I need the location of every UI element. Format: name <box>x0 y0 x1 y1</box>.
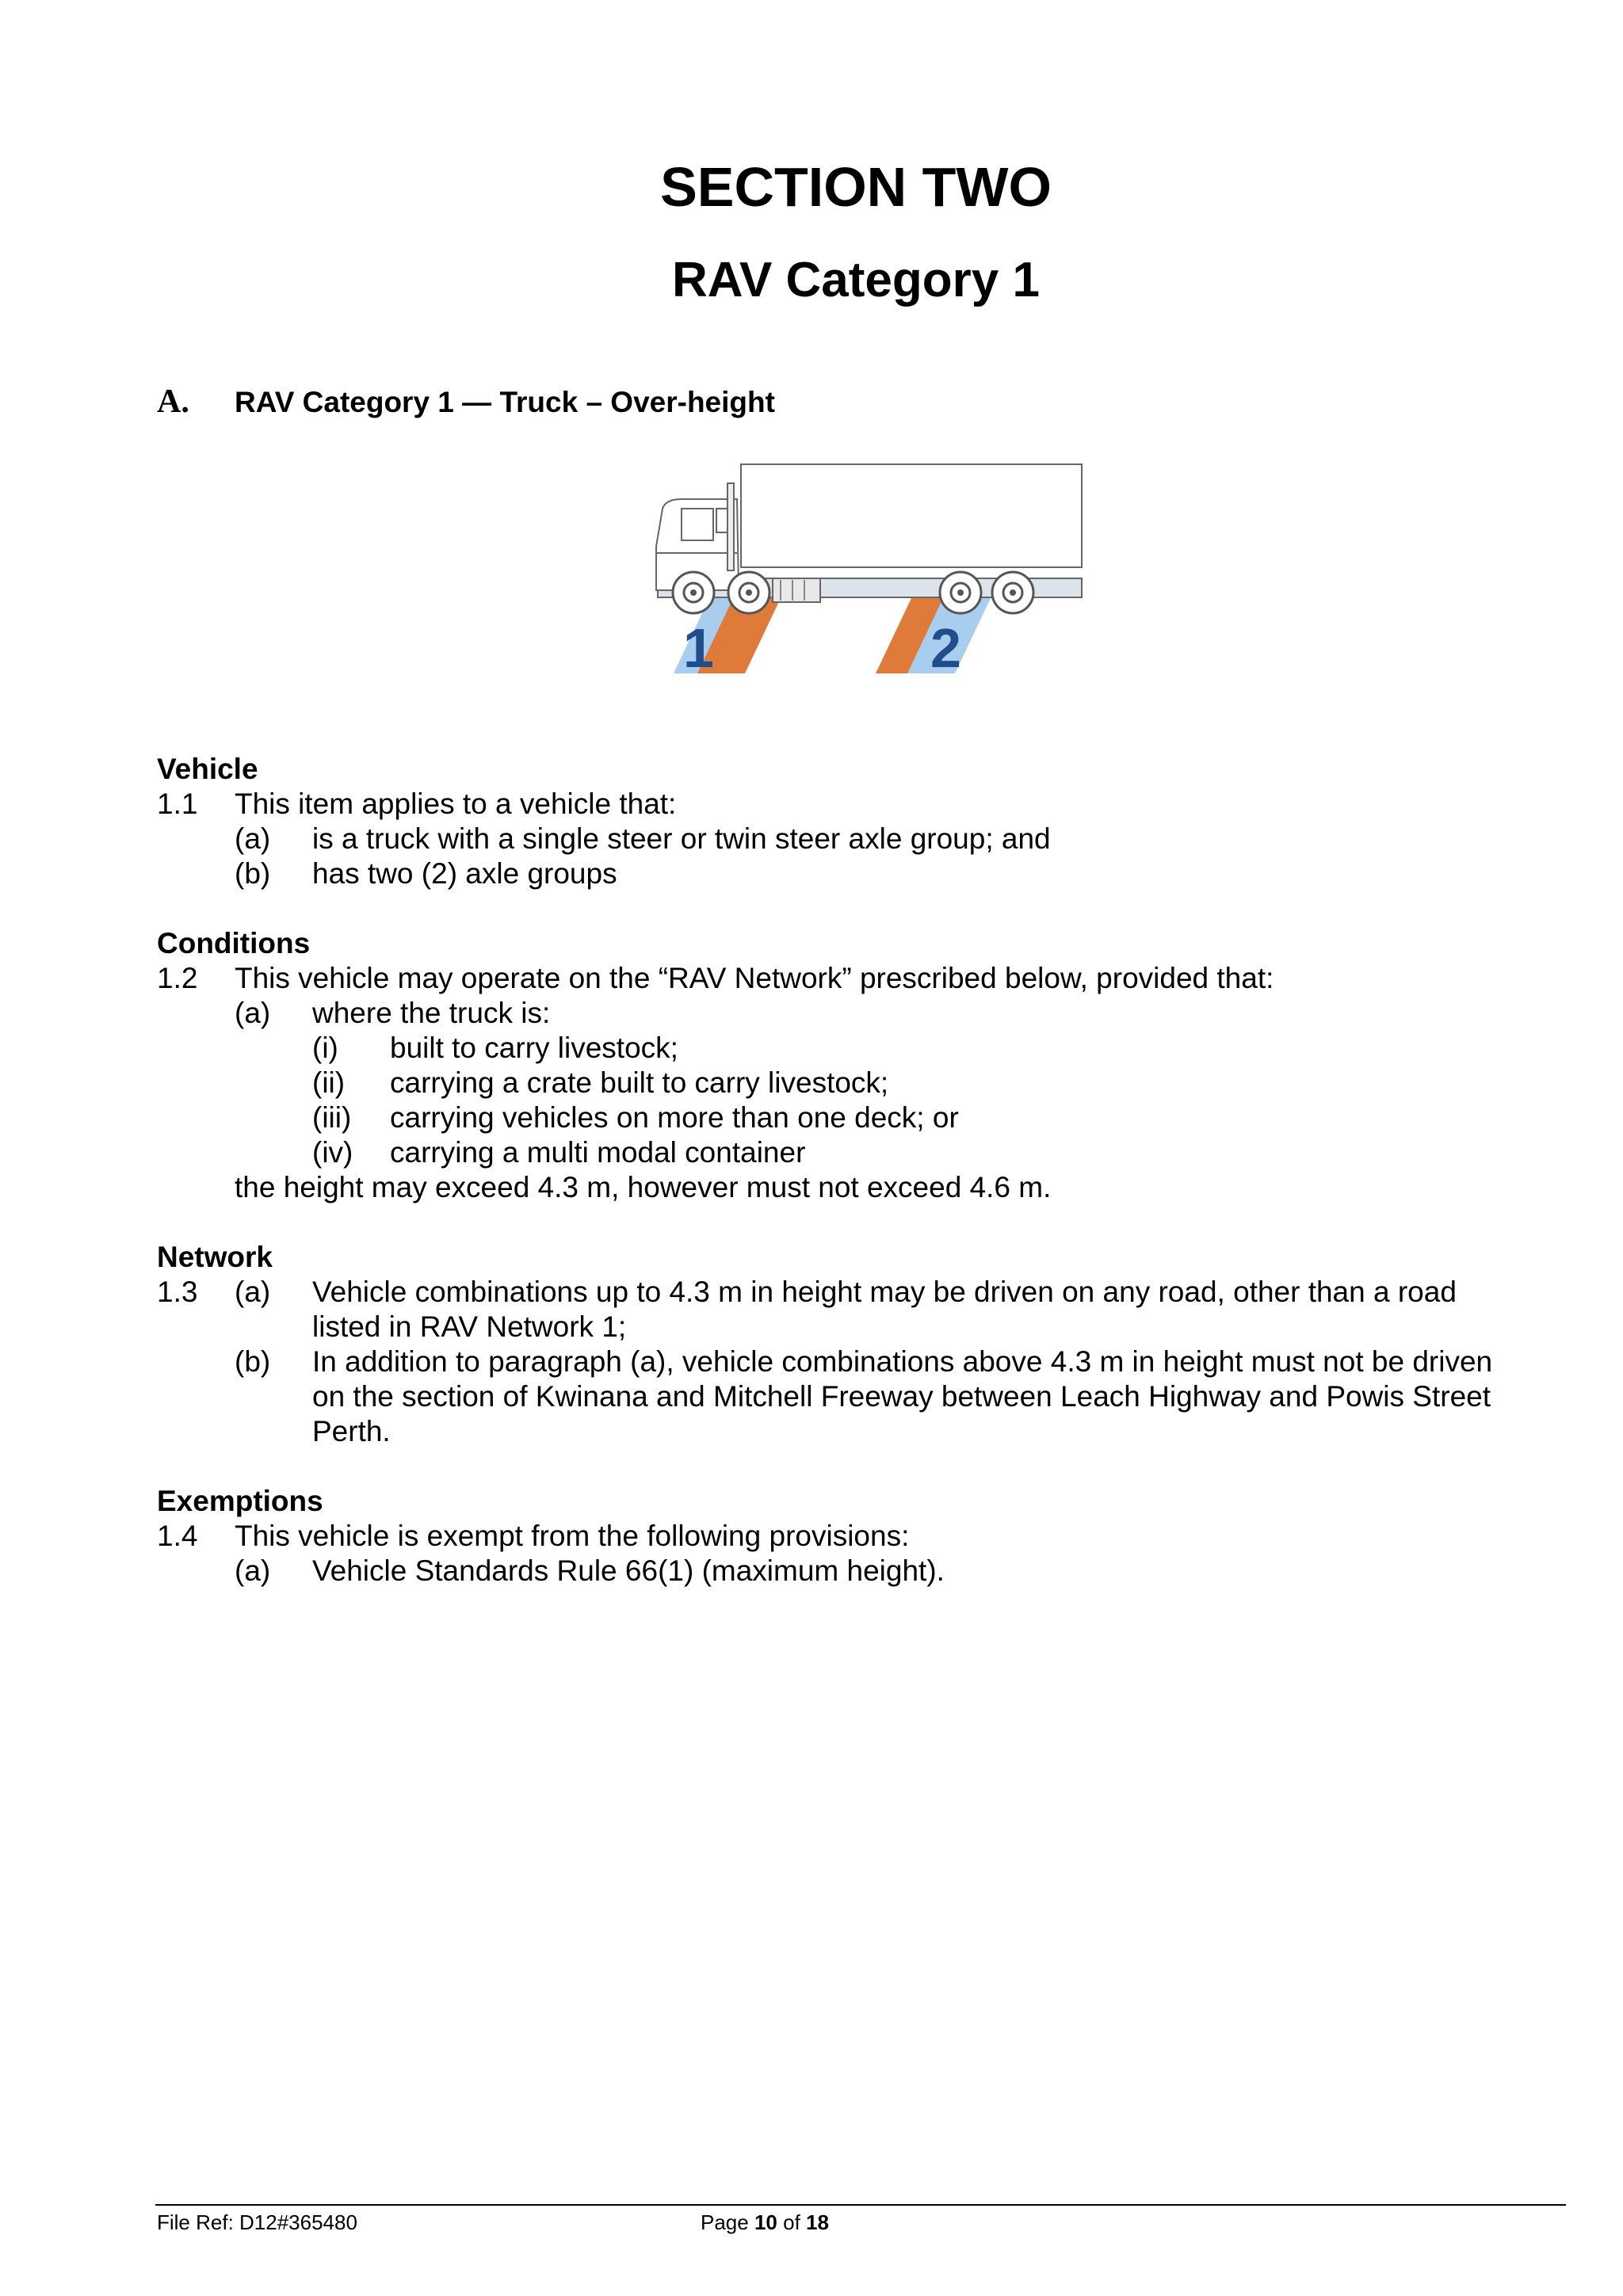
item-text: is a truck with a single steer or twin steer axle group; and <box>312 822 1051 855</box>
item-label: (a) <box>235 997 271 1029</box>
item-label: (b) <box>235 1345 271 1378</box>
item-label: (a) <box>235 822 271 855</box>
of-word: of <box>783 2210 800 2234</box>
item-text: Vehicle Standards Rule 66(1) (maximum height). <box>312 1554 945 1587</box>
footer-divider <box>155 2204 1566 2206</box>
item-text: has two (2) axle groups <box>312 857 617 890</box>
item-label: (b) <box>235 857 271 890</box>
item-text: where the truck is: <box>312 997 551 1029</box>
file-reference: File Ref: D12#365480 <box>157 2210 357 2234</box>
subitem-label: (iii) <box>312 1101 352 1134</box>
page-total: 18 <box>806 2210 829 2234</box>
subitem-label: (i) <box>312 1032 338 1064</box>
axle-group-label-1: 1 <box>683 617 714 679</box>
item-text: Vehicle combinations up to 4.3 m in height may be driven on any road, other than a road <box>312 1276 1457 1308</box>
subitem-text: carrying a multi modal container <box>390 1136 806 1169</box>
clause-number: 1.3 <box>157 1276 198 1308</box>
conditions-closing: the height may exceed 4.3 m, however must not exceed 4.6 m. <box>235 1171 1052 1203</box>
section-letter: A. <box>157 383 189 420</box>
item-text: In addition to paragraph (a), vehicle combinations above 4.3 m in height must not be driven <box>312 1345 1493 1378</box>
subitem-text: carrying a crate built to carry livestock; <box>390 1066 889 1099</box>
item-label: (a) <box>235 1554 271 1587</box>
axle-group-label-2: 2 <box>930 617 961 679</box>
item-label: (a) <box>235 1276 271 1308</box>
item-text: Perth. <box>312 1415 391 1447</box>
clause-number: 1.4 <box>157 1520 198 1552</box>
item-text: on the section of Kwinana and Mitchell Freeway between Leach Highway and Powis Street <box>312 1380 1491 1413</box>
subitem-text: built to carry livestock; <box>390 1032 678 1064</box>
wheel-rear-2 <box>992 572 1033 613</box>
item-text: listed in RAV Network 1; <box>312 1310 627 1343</box>
clause-text: This vehicle is exempt from the following provisions: <box>235 1520 910 1552</box>
wheel-steer <box>673 572 714 613</box>
section-a-title: RAV Category 1 — Truck – Over-height <box>235 386 775 418</box>
category-title: RAV Category 1 <box>672 253 1040 307</box>
truck-box <box>741 464 1082 567</box>
wheel-rear-1 <box>940 572 981 613</box>
wheel-drive <box>728 572 769 613</box>
clause-number: 1.1 <box>157 788 198 820</box>
clause-text: This vehicle may operate on the “RAV Network” prescribed below, provided that: <box>235 962 1274 994</box>
subitem-label: (iv) <box>312 1136 353 1169</box>
exemptions-heading: Exemptions <box>157 1485 323 1517</box>
subitem-label: (ii) <box>312 1066 346 1099</box>
vehicle-heading: Vehicle <box>157 753 258 785</box>
clause-number: 1.2 <box>157 962 198 994</box>
subitem-text: carrying vehicles on more than one deck; or <box>390 1101 959 1134</box>
page-word: Page <box>701 2210 749 2234</box>
network-heading: Network <box>157 1241 273 1273</box>
clause-text: This item applies to a vehicle that: <box>235 788 677 820</box>
section-title: SECTION TWO <box>660 156 1052 218</box>
truck-diagram <box>634 460 1094 681</box>
page-number: 10 <box>754 2210 777 2234</box>
page-indicator <box>701 2210 829 2235</box>
truck-icon <box>656 464 1082 673</box>
conditions-heading: Conditions <box>157 927 311 959</box>
